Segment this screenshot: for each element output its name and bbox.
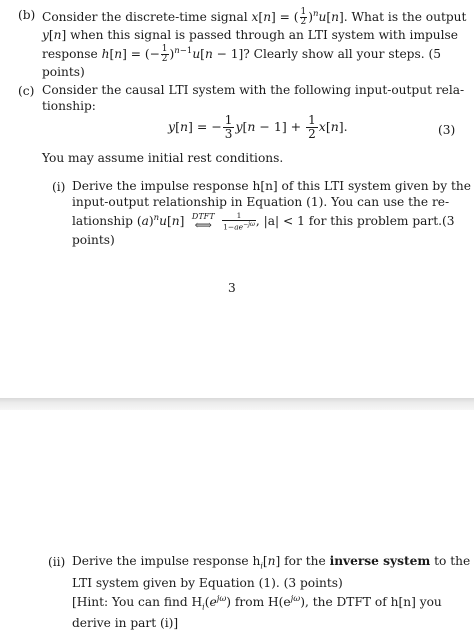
part-c-intro: [42, 82, 465, 114]
part-b-label: (b): [18, 8, 36, 22]
part-c-ii-line2: LTI system given by Equation (1). (3 points): [72, 575, 343, 590]
part-b-line1-a: Consider the discrete-time signal: [42, 10, 252, 24]
part-c-i-line1: Derive the impulse response h[n] of this LTI system given by the: [72, 179, 471, 193]
part-c-ii-line3-c: ), the DTFT of h[n] you: [300, 594, 442, 609]
equation-number: (3): [438, 123, 456, 137]
part-c-ii-line1-c: to the: [430, 554, 471, 568]
part-c-ii-line4: derive in part (i)]: [72, 616, 179, 631]
part-c-line2: tionship:: [42, 99, 96, 114]
part-c-i-line4: points): [72, 232, 115, 247]
page-separator: [0, 398, 474, 410]
part-c-ii-bold: inverse system: [329, 554, 431, 568]
part-c-ii-line3-b: from H(e: [231, 594, 291, 609]
part-b-line3-b: ? Clearly show all your steps. (5: [243, 47, 441, 62]
part-c-ii-label: (ii): [48, 555, 66, 569]
part-b-line1-b: . What is the output: [343, 10, 467, 24]
equation-io: y[n] = − $\frac{1}{3}$ y[n − 1] + $\frac{1}{2}$ x[n].: [168, 113, 348, 141]
part-c-label: (c): [18, 84, 35, 98]
part-c-i-label: (i): [52, 180, 66, 194]
page-bottom: [0, 410, 474, 629]
part-c-ii-line1-b: for the: [280, 554, 330, 568]
part-b-line2: when this signal is passed through an LTI system with impulse: [66, 28, 459, 42]
part-c-line1: Consider the causal LTI system with the following input-output rela-: [42, 83, 465, 97]
part-b-text: Consider the discrete-time signal x[n] = ( $\frac{1}{2}$ )$^n$u[n]. What is the output y[n] when this signal is passed through an LTI system with impulse response h[n] = (− $\frac{1}{2}$ )$^{n-1}$u[n − 1]? Clearly show all your steps. (5 points): [42, 7, 467, 80]
dtft-arrow: DTFT ⟺: [188, 213, 218, 230]
part-c-i-line2: input-output relationship in Equation (1). You can use the re-: [72, 195, 450, 210]
part-b-line4: points): [42, 65, 85, 80]
part-c-ii-line1-a: Derive the impulse response h: [72, 554, 261, 568]
dtft-label: DTFT: [191, 212, 215, 222]
page-number: 3: [228, 281, 236, 295]
part-c-i-line3-b: , |a| < 1 for this problem part.(3: [255, 214, 455, 229]
part-c-ii-line3: [Hint: You can find H: [72, 594, 203, 609]
part-c-i-line3-a: lationship: [72, 214, 137, 229]
part-c-i-text: Derive the impulse response h[n] of this LTI system given by the input-output relationship in Equation (1). You can use the re- lationship $(a)^nu[n]$ DTFT ⟺ $\frac{1}{1-ae^{-j\omega}}$ , |a| < 1 for this problem part.(3 points): [72, 179, 471, 247]
part-c-rest: You may assume initial rest conditions.: [42, 151, 284, 165]
part-b-line3-a: response: [42, 47, 102, 62]
part-c-ii-text: Derive the impulse response $h_i[n]$ for the inverse system to the LTI system given by Equation (1). (3 points) [Hint: You can find $H_i(e^{j\omega})$ from $H(e^{j\omega})$, the DTFT of h[n] you derive in part (i)]: [72, 554, 471, 631]
